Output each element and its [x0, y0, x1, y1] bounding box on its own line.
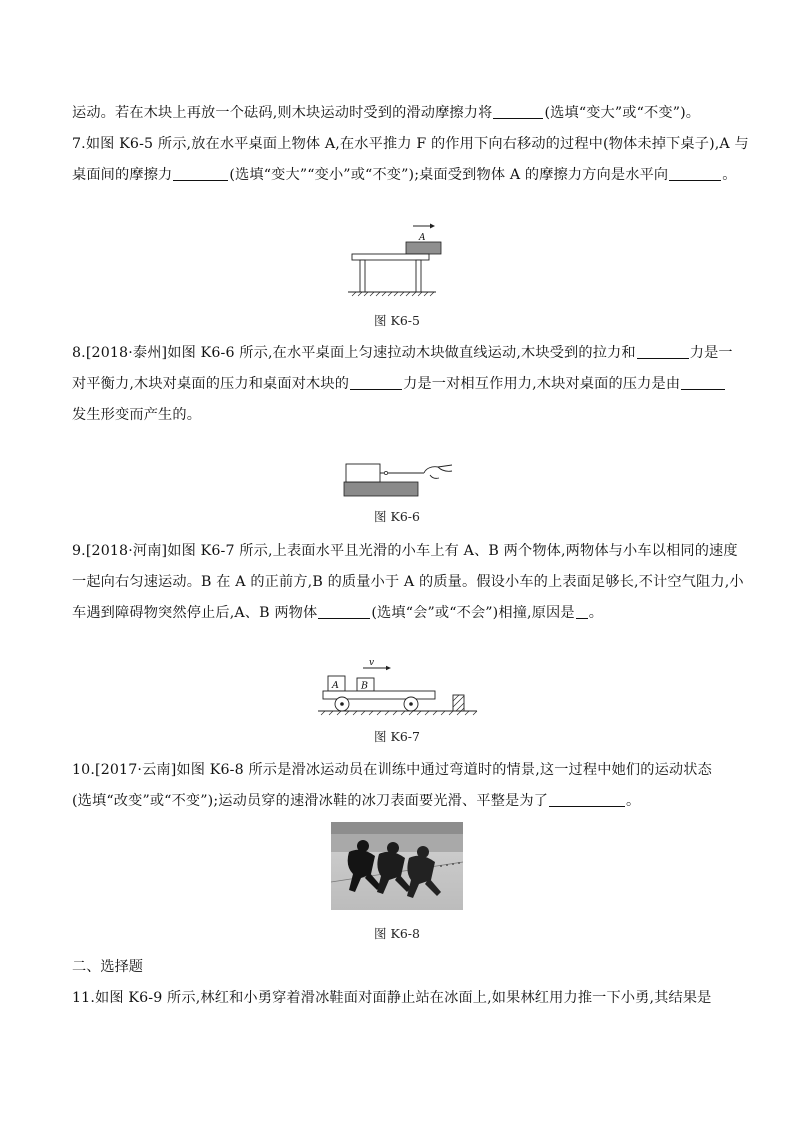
answer-blank — [637, 344, 689, 359]
q10-line1: 10.[2017·云南]如图 K6-8 所示是滑冰运动员在训练中通过弯道时的情景,这一过程中她们的运动状态 — [72, 762, 712, 778]
q9-line3-c: 。 — [588, 605, 604, 621]
q8-line2-a: 对平衡力,木块对桌面的压力和桌面对木块的 — [72, 376, 350, 392]
photo-background-stands — [331, 822, 463, 834]
answer-blank — [549, 792, 625, 807]
q10-line2-a: (选填“改变”或“不变”);运动员穿的速滑冰鞋的冰刀表面要光滑、平整是为了 — [72, 793, 549, 809]
block-b-label: B — [361, 680, 368, 692]
q8-line1 — [72, 343, 732, 363]
velocity-label: v — [369, 658, 375, 668]
figure-caption-k6-7: 图 K6-7 — [374, 729, 420, 744]
q6-tail-text: 运动。若在木块上再放一个砝码,则木块运动时受到的滑动摩擦力将 — [72, 105, 493, 121]
table-surface — [344, 482, 418, 496]
hand-icon — [424, 465, 452, 478]
table-leg-left — [360, 260, 365, 292]
skaters-illustration — [331, 822, 463, 910]
q8-line3: 发生形变而产生的。 — [72, 407, 202, 423]
q10-line2 — [72, 791, 732, 811]
answer-blank — [350, 375, 402, 390]
block-a — [406, 242, 441, 254]
answer-blank — [681, 375, 725, 390]
velocity-arrow-head — [386, 666, 391, 670]
wheel-hub — [409, 702, 413, 706]
ground-hatch — [352, 292, 434, 296]
q7-line2-c: 。 — [722, 167, 737, 183]
q7-line1: 7.如图 K6-5 所示,放在水平桌面上物体 A,在水平推力 F 的作用下向右移动的过程中(物体未掉下桌子),A 与 — [72, 136, 749, 152]
figure-k6-5 — [340, 222, 450, 300]
wooden-block — [346, 464, 380, 482]
section-heading: 二、选择题 — [72, 959, 143, 975]
answer-blank — [173, 166, 228, 181]
answer-blank — [493, 104, 543, 119]
q8-line2-b: 力是一对相互作用力,木块对桌面的压力是由 — [403, 376, 681, 392]
speed-skating-photo — [331, 822, 463, 910]
block-a-label: A — [419, 233, 426, 243]
figure-caption-k6-5: 图 K6-5 — [374, 313, 420, 328]
block-a-label: A — [332, 680, 339, 691]
q8-line1-a: 8.[2018·泰州]如图 K6-6 所示,在水平桌面上匀速拉动木块做直线运动,木块受到的拉力和 — [72, 345, 636, 361]
ground-hatch — [321, 711, 477, 715]
figure-caption-k6-8: 图 K6-8 — [374, 926, 420, 941]
q6-tail-after: (选填“变大”或“不变”)。 — [544, 105, 701, 121]
answer-blank — [576, 604, 588, 619]
q7-line2-a: 桌面间的摩擦力 — [72, 167, 173, 183]
q11-line1: 11.如图 K6-9 所示,林红和小勇穿着滑冰鞋面对面静止站在冰面上,如果林红用力推一下小勇,其结果是 — [72, 990, 712, 1006]
hook — [384, 471, 387, 474]
answer-blank — [318, 604, 370, 619]
answer-blank — [669, 166, 721, 181]
q9-line3-a: 车遇到障碍物突然停止后,A、B 两物体 — [72, 605, 318, 621]
tabletop — [352, 254, 429, 260]
q9-line3-b: (选填“会”或“不会”)相撞,原因是 — [371, 605, 575, 621]
q9-line3 — [72, 603, 732, 623]
q9-line2: 一起向右匀速运动。B 在 A 的正前方,B 的质量小于 A 的质量。假设小车的上表面足够长,不计空气阻力,小 — [72, 574, 744, 590]
table-leg-right — [416, 260, 421, 292]
q8-line1-b: 力是一 — [689, 345, 733, 361]
q7-line2 — [72, 165, 737, 185]
figure-k6-7 — [315, 655, 480, 717]
q8-line2 — [72, 374, 732, 394]
q10-line2-b: 。 — [626, 793, 641, 809]
q7-line2-b: (选填“变大”“变小”或“不变”);桌面受到物体 A 的摩擦力方向是水平向 — [229, 167, 669, 183]
q6-tail-line — [72, 103, 732, 123]
force-arrow-head — [430, 224, 435, 229]
q9-line1: 9.[2018·河南]如图 K6-7 所示,上表面水平且光滑的小车上有 A、B 两个物体,两物体与小车以相同的速度 — [72, 543, 738, 559]
wheel-hub — [340, 702, 344, 706]
figure-k6-6 — [340, 458, 460, 498]
skater-3 — [407, 846, 441, 898]
figure-caption-k6-6: 图 K6-6 — [374, 509, 420, 524]
